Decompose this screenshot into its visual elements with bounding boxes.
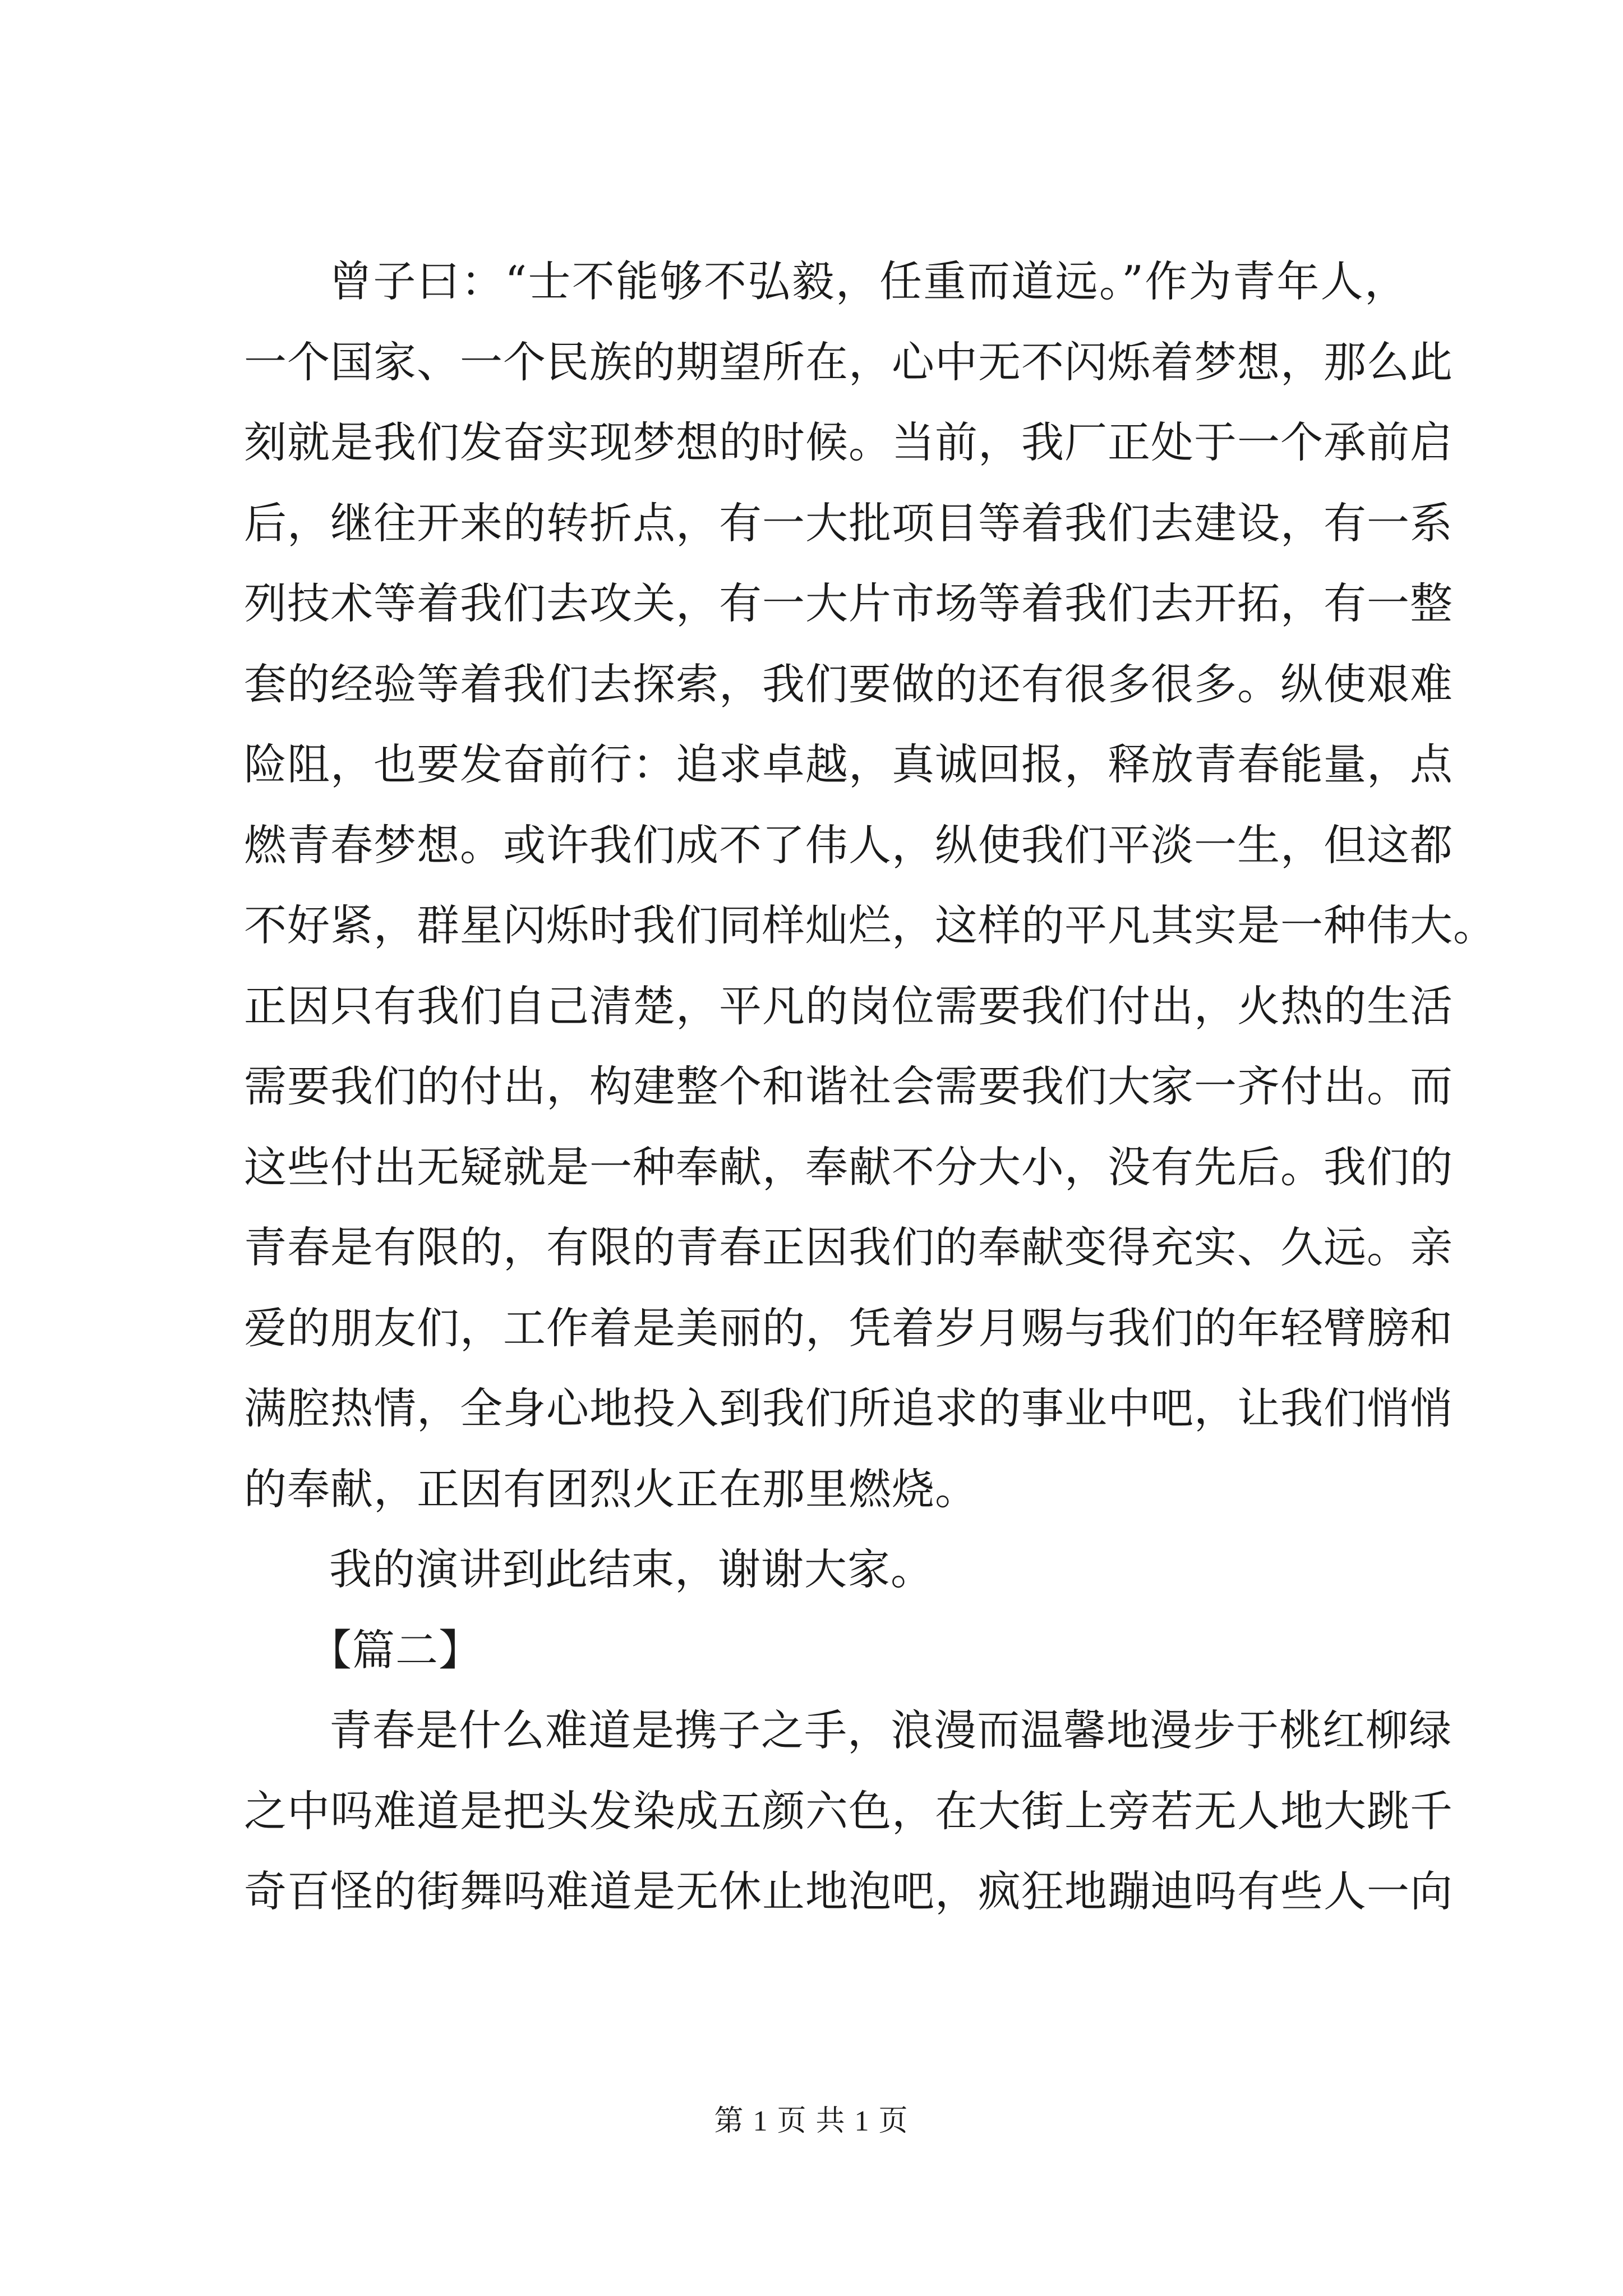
paragraph-line: 曾子曰：“士不能够不弘毅，任重而道远。”作为青年人，	[329, 256, 1408, 306]
paragraph-line: 不好紧，群星闪烁时我们同样灿烂，这样的平凡其实是一种伟大。	[244, 900, 1496, 950]
paragraph-line: 爱的朋友们，工作着是美丽的，凭着岁月赐与我们的年轻臂膀和	[244, 1303, 1453, 1353]
paragraph-line: 燃青春梦想。或许我们成不了伟人，纵使我们平淡一生，但这都	[244, 820, 1453, 870]
paragraph-line: 后，继往开来的转折点，有一大批项目等着我们去建设，有一系	[244, 498, 1453, 548]
paragraph-line: 刻就是我们发奋实现梦想的时候。当前，我厂正处于一个承前启	[244, 417, 1453, 467]
paragraph-line: 列技术等着我们去攻关，有一大片市场等着我们去开拓，有一整	[244, 578, 1453, 628]
paragraph-line: 青春是什么难道是携子之手，浪漫而温馨地漫步于桃红柳绿	[329, 1705, 1452, 1755]
paragraph-line: 正因只有我们自己清楚，平凡的岗位需要我们付出，火热的生活	[244, 981, 1453, 1031]
paragraph-line: 套的经验等着我们去探索，我们要做的还有很多很多。纵使艰难	[244, 659, 1453, 709]
paragraph-line: 这些付出无疑就是一种奉献，奉献不分大小，没有先后。我们的	[244, 1142, 1453, 1192]
paragraph-line: 险阻，也要发奋前行：追求卓越，真诚回报，释放青春能量，点	[244, 739, 1453, 789]
closing-line: 我的演讲到此结束，谢谢大家。	[329, 1544, 934, 1594]
section-heading: 【篇二】	[309, 1625, 482, 1675]
paragraph-line: 之中吗难道是把头发染成五颜六色，在大街上旁若无人地大跳千	[244, 1786, 1453, 1836]
page-number-footer: 第 1 页 共 1 页	[714, 2105, 909, 2137]
paragraph-line: 一个国家、一个民族的期望所在，心中无不闪烁着梦想，那么此	[244, 337, 1453, 387]
paragraph-line: 青春是有限的，有限的青春正因我们的奉献变得充实、久远。亲	[244, 1222, 1453, 1272]
body-text	[244, 241, 1496, 1932]
paragraph-line: 需要我们的付出，构建整个和谐社会需要我们大家一齐付出。而	[244, 1061, 1453, 1111]
paragraph-line: 奇百怪的街舞吗难道是无休止地泡吧，疯狂地蹦迪吗有些人一向	[244, 1866, 1453, 1916]
paragraph-line: 的奉献，正因有团烈火正在那里燃烧。	[244, 1464, 978, 1514]
paragraph-line: 满腔热情，全身心地投入到我们所追求的事业中吧，让我们悄悄	[244, 1383, 1453, 1433]
